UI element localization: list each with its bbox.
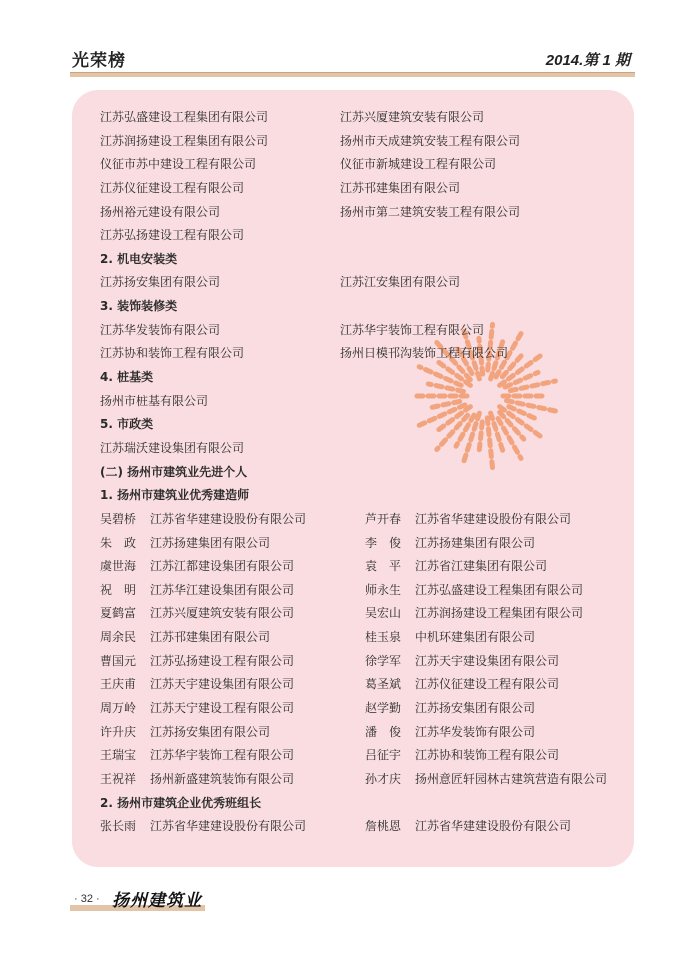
list-item — [100, 436, 640, 460]
people-list-team-leaders — [100, 814, 640, 838]
company-name: 江苏协和装饰工程有限公司 — [100, 346, 245, 361]
company-name: 江苏邗建集团有限公司 — [150, 630, 271, 645]
person-name: 周余民 — [100, 630, 137, 645]
list-item — [100, 720, 640, 744]
list-item — [100, 129, 640, 153]
company-name: 江苏省华建建设股份有限公司 — [150, 511, 307, 526]
category-heading: 2. 机电安装类 — [100, 251, 178, 266]
company-name: 江苏兴厦建筑安装有限公司 — [150, 606, 295, 621]
person-name: 吴宏山 — [365, 606, 402, 621]
person-name: 师永生 — [365, 582, 402, 597]
page-number: · 32 · — [74, 893, 100, 905]
category-heading: 2. 扬州市建筑企业优秀班组长 — [100, 795, 262, 810]
person-name: 赵学勤 — [365, 701, 402, 716]
person-name: 王瑞宝 — [100, 748, 137, 763]
person-name: 祝 明 — [100, 582, 137, 597]
person-name: 许升庆 — [100, 724, 137, 739]
company-name: 江苏扬安集团有限公司 — [100, 275, 221, 290]
list-item — [100, 767, 640, 791]
person-name: 王祝祥 — [100, 771, 137, 786]
company-name: 扬州市天成建筑安装工程有限公司 — [340, 133, 521, 148]
company-name: 江苏仪征建设工程有限公司 — [415, 677, 560, 692]
header-divider — [70, 72, 635, 77]
list-item — [100, 672, 640, 696]
person-name: 虞世海 — [100, 559, 137, 574]
person-name: 孙才庆 — [365, 771, 402, 786]
list-item — [100, 223, 640, 247]
company-name: 江苏华宇装饰工程有限公司 — [340, 322, 485, 337]
company-name: 扬州市第二建筑安装工程有限公司 — [340, 204, 521, 219]
company-name: 江苏协和装饰工程有限公司 — [415, 748, 560, 763]
person-name: 徐学军 — [365, 653, 402, 668]
company-name: 江苏润扬建设工程集团有限公司 — [415, 606, 584, 621]
company-name: 江苏扬建集团有限公司 — [150, 535, 271, 550]
person-name: 李 俊 — [365, 535, 402, 550]
company-name: 江苏华发装饰有限公司 — [100, 322, 221, 337]
company-name: 江苏天宁建设工程有限公司 — [150, 701, 295, 716]
magazine-name: 扬州建筑业 — [112, 891, 202, 911]
person-name: 潘 俊 — [365, 724, 402, 739]
people-list-builders — [100, 507, 640, 791]
company-list-decoration — [100, 318, 640, 365]
person-name: 吴碧桥 — [100, 511, 137, 526]
company-name: 扬州市桩基有限公司 — [100, 393, 209, 408]
person-name: 詹桃恩 — [365, 819, 402, 834]
honor-list — [100, 105, 640, 838]
list-item — [100, 318, 640, 342]
person-name: 张长雨 — [100, 819, 137, 834]
person-name: 袁 平 — [365, 559, 402, 574]
company-name: 江苏弘盛建设工程集团有限公司 — [100, 110, 269, 124]
person-name: 周万岭 — [100, 701, 137, 716]
list-item — [100, 696, 640, 720]
list-item — [100, 531, 640, 555]
person-name: 芦开春 — [365, 511, 402, 526]
company-list-municipal — [100, 436, 640, 460]
company-name: 江苏华宇装饰工程有限公司 — [150, 748, 295, 763]
company-name: 江苏江安集团有限公司 — [340, 275, 461, 290]
person-name: 葛圣斌 — [365, 677, 402, 692]
company-name: 江苏扬安集团有限公司 — [150, 724, 271, 739]
company-name: 仪征市新城建设工程有限公司 — [340, 157, 497, 172]
company-name: 江苏省华建建设股份有限公司 — [150, 819, 307, 834]
list-item — [100, 554, 640, 578]
company-name: 江苏扬安集团有限公司 — [415, 701, 536, 716]
list-item — [100, 578, 640, 602]
person-name: 桂玉泉 — [365, 630, 402, 645]
company-name: 江苏华发装饰有限公司 — [415, 724, 536, 739]
company-name: 扬州新盛建筑装饰有限公司 — [150, 771, 295, 786]
person-name: 王庆甫 — [100, 677, 137, 692]
company-name: 扬州日模邗沟装饰工程有限公司 — [340, 346, 509, 361]
company-name: 江苏省江建集团有限公司 — [415, 559, 548, 574]
company-name: 江苏天宇建设集团有限公司 — [150, 677, 295, 692]
list-item — [100, 625, 640, 649]
person-name: 吕征宇 — [365, 748, 402, 763]
list-item — [100, 389, 640, 413]
company-list-construction — [100, 105, 640, 247]
company-name: 江苏弘扬建设工程有限公司 — [150, 653, 295, 668]
issue-number: 2014.第 1 期 — [545, 52, 630, 69]
company-name: 江苏邗建集团有限公司 — [340, 180, 461, 195]
section-heading-individuals: (二) 扬州市建筑业先进个人 — [100, 464, 248, 479]
person-name: 曹国元 — [100, 653, 137, 668]
company-name: 江苏弘扬建设工程有限公司 — [100, 228, 245, 243]
list-item — [100, 814, 640, 838]
list-item — [100, 601, 640, 625]
company-name: 江苏江都建设集团有限公司 — [150, 559, 295, 574]
company-name: 扬州意匠轩园林古建筑营造有限公司 — [415, 771, 608, 786]
company-name: 江苏省华建建设股份有限公司 — [415, 511, 572, 526]
list-item — [100, 507, 640, 531]
category-heading: 5. 市政类 — [100, 417, 154, 432]
person-name: 夏鹤富 — [100, 606, 137, 621]
list-item — [100, 743, 640, 767]
company-name: 扬州裕元建设有限公司 — [100, 204, 221, 219]
list-item — [100, 176, 640, 200]
person-name: 朱 政 — [100, 535, 137, 550]
company-name: 江苏润扬建设工程集团有限公司 — [100, 133, 269, 148]
list-item — [100, 105, 640, 129]
section-title: 光荣榜 — [72, 51, 126, 71]
company-name: 江苏弘盛建设工程集团有限公司 — [415, 582, 584, 597]
category-heading: 1. 扬州市建筑业优秀建造师 — [100, 488, 250, 503]
company-list-pile — [100, 389, 640, 413]
list-item — [100, 200, 640, 224]
company-name: 江苏省华建建设股份有限公司 — [415, 819, 572, 834]
company-name: 中机环建集团有限公司 — [415, 630, 536, 645]
company-name: 江苏扬建集团有限公司 — [415, 535, 536, 550]
company-list-mechanical — [100, 270, 640, 294]
company-name: 江苏兴厦建筑安装有限公司 — [340, 110, 485, 124]
category-heading: 4. 桩基类 — [100, 370, 154, 385]
list-item — [100, 341, 640, 365]
list-item — [100, 649, 640, 673]
company-name: 仪征市苏中建设工程有限公司 — [100, 157, 257, 172]
company-name: 江苏瑞沃建设集团有限公司 — [100, 440, 245, 455]
company-name: 江苏仪征建设工程有限公司 — [100, 180, 245, 195]
category-heading: 3. 装饰装修类 — [100, 299, 178, 314]
company-name: 江苏天宇建设集团有限公司 — [415, 653, 560, 668]
list-item — [100, 270, 640, 294]
company-name: 江苏华江建设集团有限公司 — [150, 582, 295, 597]
list-item — [100, 152, 640, 176]
